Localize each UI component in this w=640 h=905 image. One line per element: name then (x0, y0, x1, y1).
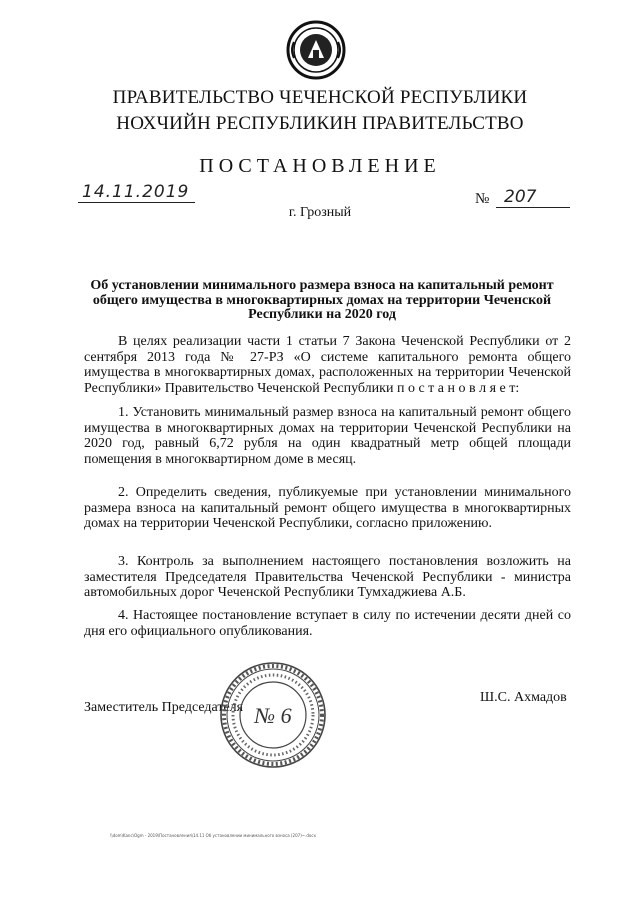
organization-name-chechen: НОХЧИЙН РЕСПУБЛИКИН ПРАВИТЕЛЬСТВО (116, 113, 524, 134)
document-number-label: № (475, 191, 490, 207)
document-number: 207 (496, 187, 570, 208)
signatory-position: Заместитель Председателя (84, 700, 244, 715)
signatory-name: Ш.С. Ахмадов (480, 690, 567, 705)
file-path-footer: \\dom\Kanc\Ogm - 2019\Постановления\14.11 Об установлении минимального взноса (207)~.docx (110, 833, 316, 838)
clause-4: 4. Настоящее постановление вступает в силу по истечении десяти дней со дня его официального опубликования. (84, 608, 571, 639)
seal-number: № 6 (254, 703, 292, 728)
clause-3: 3. Контроль за выполнением настоящего постановления возложить на заместителя Председателя Правительства Чеченской Республики - министра автомобильных дорог Чеченской Республики Тумхаджиева А.Б. (84, 554, 571, 600)
preamble-paragraph: В целях реализации части 1 статьи 7 Закона Чеченской Республики от 2 сентября 2013 года № 27-РЗ «О системе капитального ремонта общего имущества в многоквартирных домах, расположенных на территории Чеченской Республики» Правительство Чеченской Республики п о с т а н о в л я е т: (84, 334, 571, 396)
round-official-seal (218, 660, 328, 770)
document-title: Об установлении минимального размера взноса на капитальный ремонт общего имущества в многоквартирных домах на территории Чеченской Республики на 2020 год (90, 278, 554, 322)
document-city: г. Грозный (288, 205, 352, 220)
coat-of-arms-emblem (286, 20, 346, 80)
organization-name: ПРАВИТЕЛЬСТВО ЧЕЧЕНСКОЙ РЕСПУБЛИКИ (112, 87, 528, 108)
document-date: 14.11.2019 (78, 182, 195, 203)
document-type: ПОСТАНОВЛЕНИЕ (199, 155, 441, 177)
clause-2: 2. Определить сведения, публикуемые при установлении минимального размера взноса на капитальный ремонт общего имущества в многоквартирных домах на территории Чеченской Республики, согласно приложению. (84, 485, 571, 531)
clause-1: 1. Установить минимальный размер взноса на капитальный ремонт общего имущества в многоквартирных домах на территории Чеченской Республики на 2020 год, равный 6,72 рубля на один квадратный метр общей площади помещения в многоквартирном доме в месяц. (84, 405, 571, 467)
